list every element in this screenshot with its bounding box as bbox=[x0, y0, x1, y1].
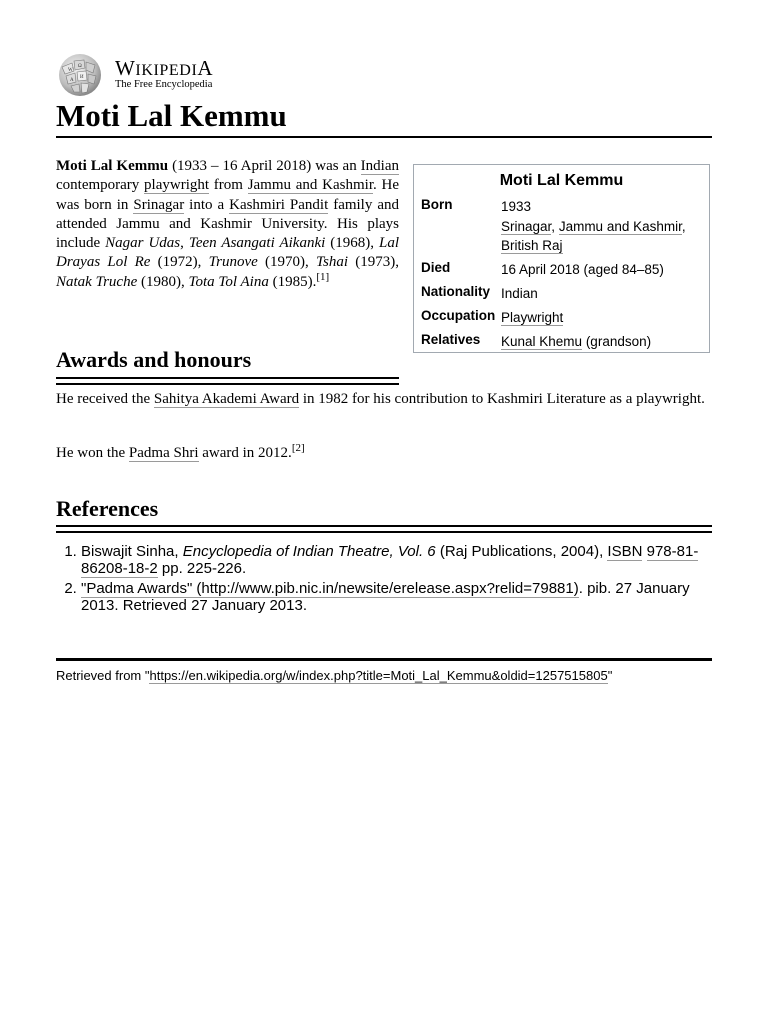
infobox-label-occupation: Occupation bbox=[421, 308, 496, 323]
wikipedia-logo[interactable] bbox=[56, 54, 246, 98]
retrieved-from: Retrieved from "https://en.wikipedia.org/w/index.php?title=Moti_Lal_Kemmu&oldid=1257515805" bbox=[56, 668, 613, 683]
reference-item: 2. "Padma Awards" (http://www.pib.nic.in/newsite/erelease.aspx?relid=79881). pib. 27 January 2013. Retrieved 27 January 2013. bbox=[81, 580, 712, 614]
svg-text:И: И bbox=[80, 75, 84, 80]
infobox-value-died: 16 April 2018 (aged 84–85) bbox=[501, 262, 664, 277]
heading-awards-rule bbox=[56, 377, 399, 379]
page-title: Moti Lal Kemmu bbox=[56, 96, 712, 138]
lead-paragraph: Moti Lal Kemmu (1933 – 16 April 2018) was an Indian contemporary playwright from Jammu and Kashmir. He was born in Srinagar into a Kashmiri Pandit family and attended Jammu and Kashmir University. His plays include Nagar Udas, Teen Asangati Aikanki (1968), Lal Drayas Lol Re (1972), Trunove (1970), Tshai (1973), Natak Truche (1980), Tota Tol Aina (1985).[1] bbox=[56, 158, 400, 290]
heading-awards: Awards and honours bbox=[56, 347, 252, 372]
citation-2[interactable]: [2] bbox=[291, 442, 305, 454]
wikipedia-wordmark: WIKIPEDIA bbox=[115, 56, 214, 80]
wikipedia-tagline: The Free Encyclopedia bbox=[115, 79, 213, 90]
heading-references: References bbox=[56, 496, 159, 521]
svg-text:Ω: Ω bbox=[78, 64, 82, 69]
link-kashmiri-pandit[interactable]: Kashmiri Pandit bbox=[229, 196, 329, 213]
infobox-link-srinagar[interactable]: Srinagar bbox=[501, 218, 552, 234]
link-sahitya-akademi-award[interactable]: Sahitya Akademi Award bbox=[153, 391, 300, 407]
infobox-title: Moti Lal Kemmu bbox=[499, 172, 624, 189]
link-srinagar[interactable]: Srinagar bbox=[133, 196, 185, 213]
infobox bbox=[413, 164, 710, 353]
link-indian[interactable]: Indian bbox=[360, 158, 399, 174]
subject-name: Moti Lal Kemmu bbox=[56, 158, 169, 174]
link-isbn[interactable]: ISBN bbox=[607, 543, 643, 560]
infobox-label-nationality: Nationality bbox=[421, 284, 491, 299]
link-padma-awards[interactable]: "Padma Awards" (http://www.pib.nic.in/newsite/erelease.aspx?relid=79881) bbox=[81, 580, 579, 597]
infobox-label-died: Died bbox=[421, 260, 451, 275]
infobox-value-born: 1933 Srinagar, Jammu and Kashmir, British Raj bbox=[501, 199, 686, 253]
svg-text:W: W bbox=[68, 68, 73, 73]
heading-references-rule bbox=[56, 525, 712, 527]
awards-paragraph-1: He received the Sahitya Akademi Award in 1982 for his contribution to Kashmiri Literature as a playwright. bbox=[56, 391, 705, 407]
link-jammu-and-kashmir[interactable]: Jammu and Kashmir bbox=[247, 177, 373, 194]
reference-item: 1. Biswajit Sinha, Encyclopedia of Indian Theatre, Vol. 6 (Raj Publications, 2004), ISBN 978-81-86208-18-2 pp. 225-226. bbox=[81, 543, 712, 577]
infobox-link-playwright[interactable]: Playwright bbox=[501, 310, 564, 325]
link-padma-shri[interactable]: Padma Shri bbox=[128, 445, 199, 461]
infobox-link-british-raj[interactable]: British Raj bbox=[501, 238, 563, 253]
wikipedia-globe-icon bbox=[56, 54, 106, 98]
footer-divider bbox=[56, 658, 712, 661]
infobox-link-kunal-khemu[interactable]: Kunal Khemu bbox=[501, 334, 583, 349]
references-list bbox=[56, 543, 712, 617]
infobox-value-nationality: Indian bbox=[501, 286, 538, 301]
infobox-label-born: Born bbox=[421, 197, 453, 212]
infobox-link-jammu-and-kashmir[interactable]: Jammu and Kashmir bbox=[558, 218, 682, 234]
infobox-label-relatives: Relatives bbox=[421, 332, 481, 347]
link-playwright[interactable]: playwright bbox=[144, 177, 210, 194]
awards-paragraph-2: He won the Padma Shri award in 2012.[2] bbox=[56, 442, 305, 461]
svg-text:A: A bbox=[70, 78, 74, 83]
citation-1[interactable]: [1] bbox=[316, 270, 330, 283]
infobox-value-relatives: Kunal Khemu (grandson) bbox=[501, 334, 652, 349]
link-permanent-url[interactable]: https://en.wikipedia.org/w/index.php?title=Moti_Lal_Kemmu&oldid=1257515805 bbox=[149, 668, 608, 683]
link-isbn-number[interactable]: 978-81-86208-18-2 bbox=[81, 543, 699, 577]
